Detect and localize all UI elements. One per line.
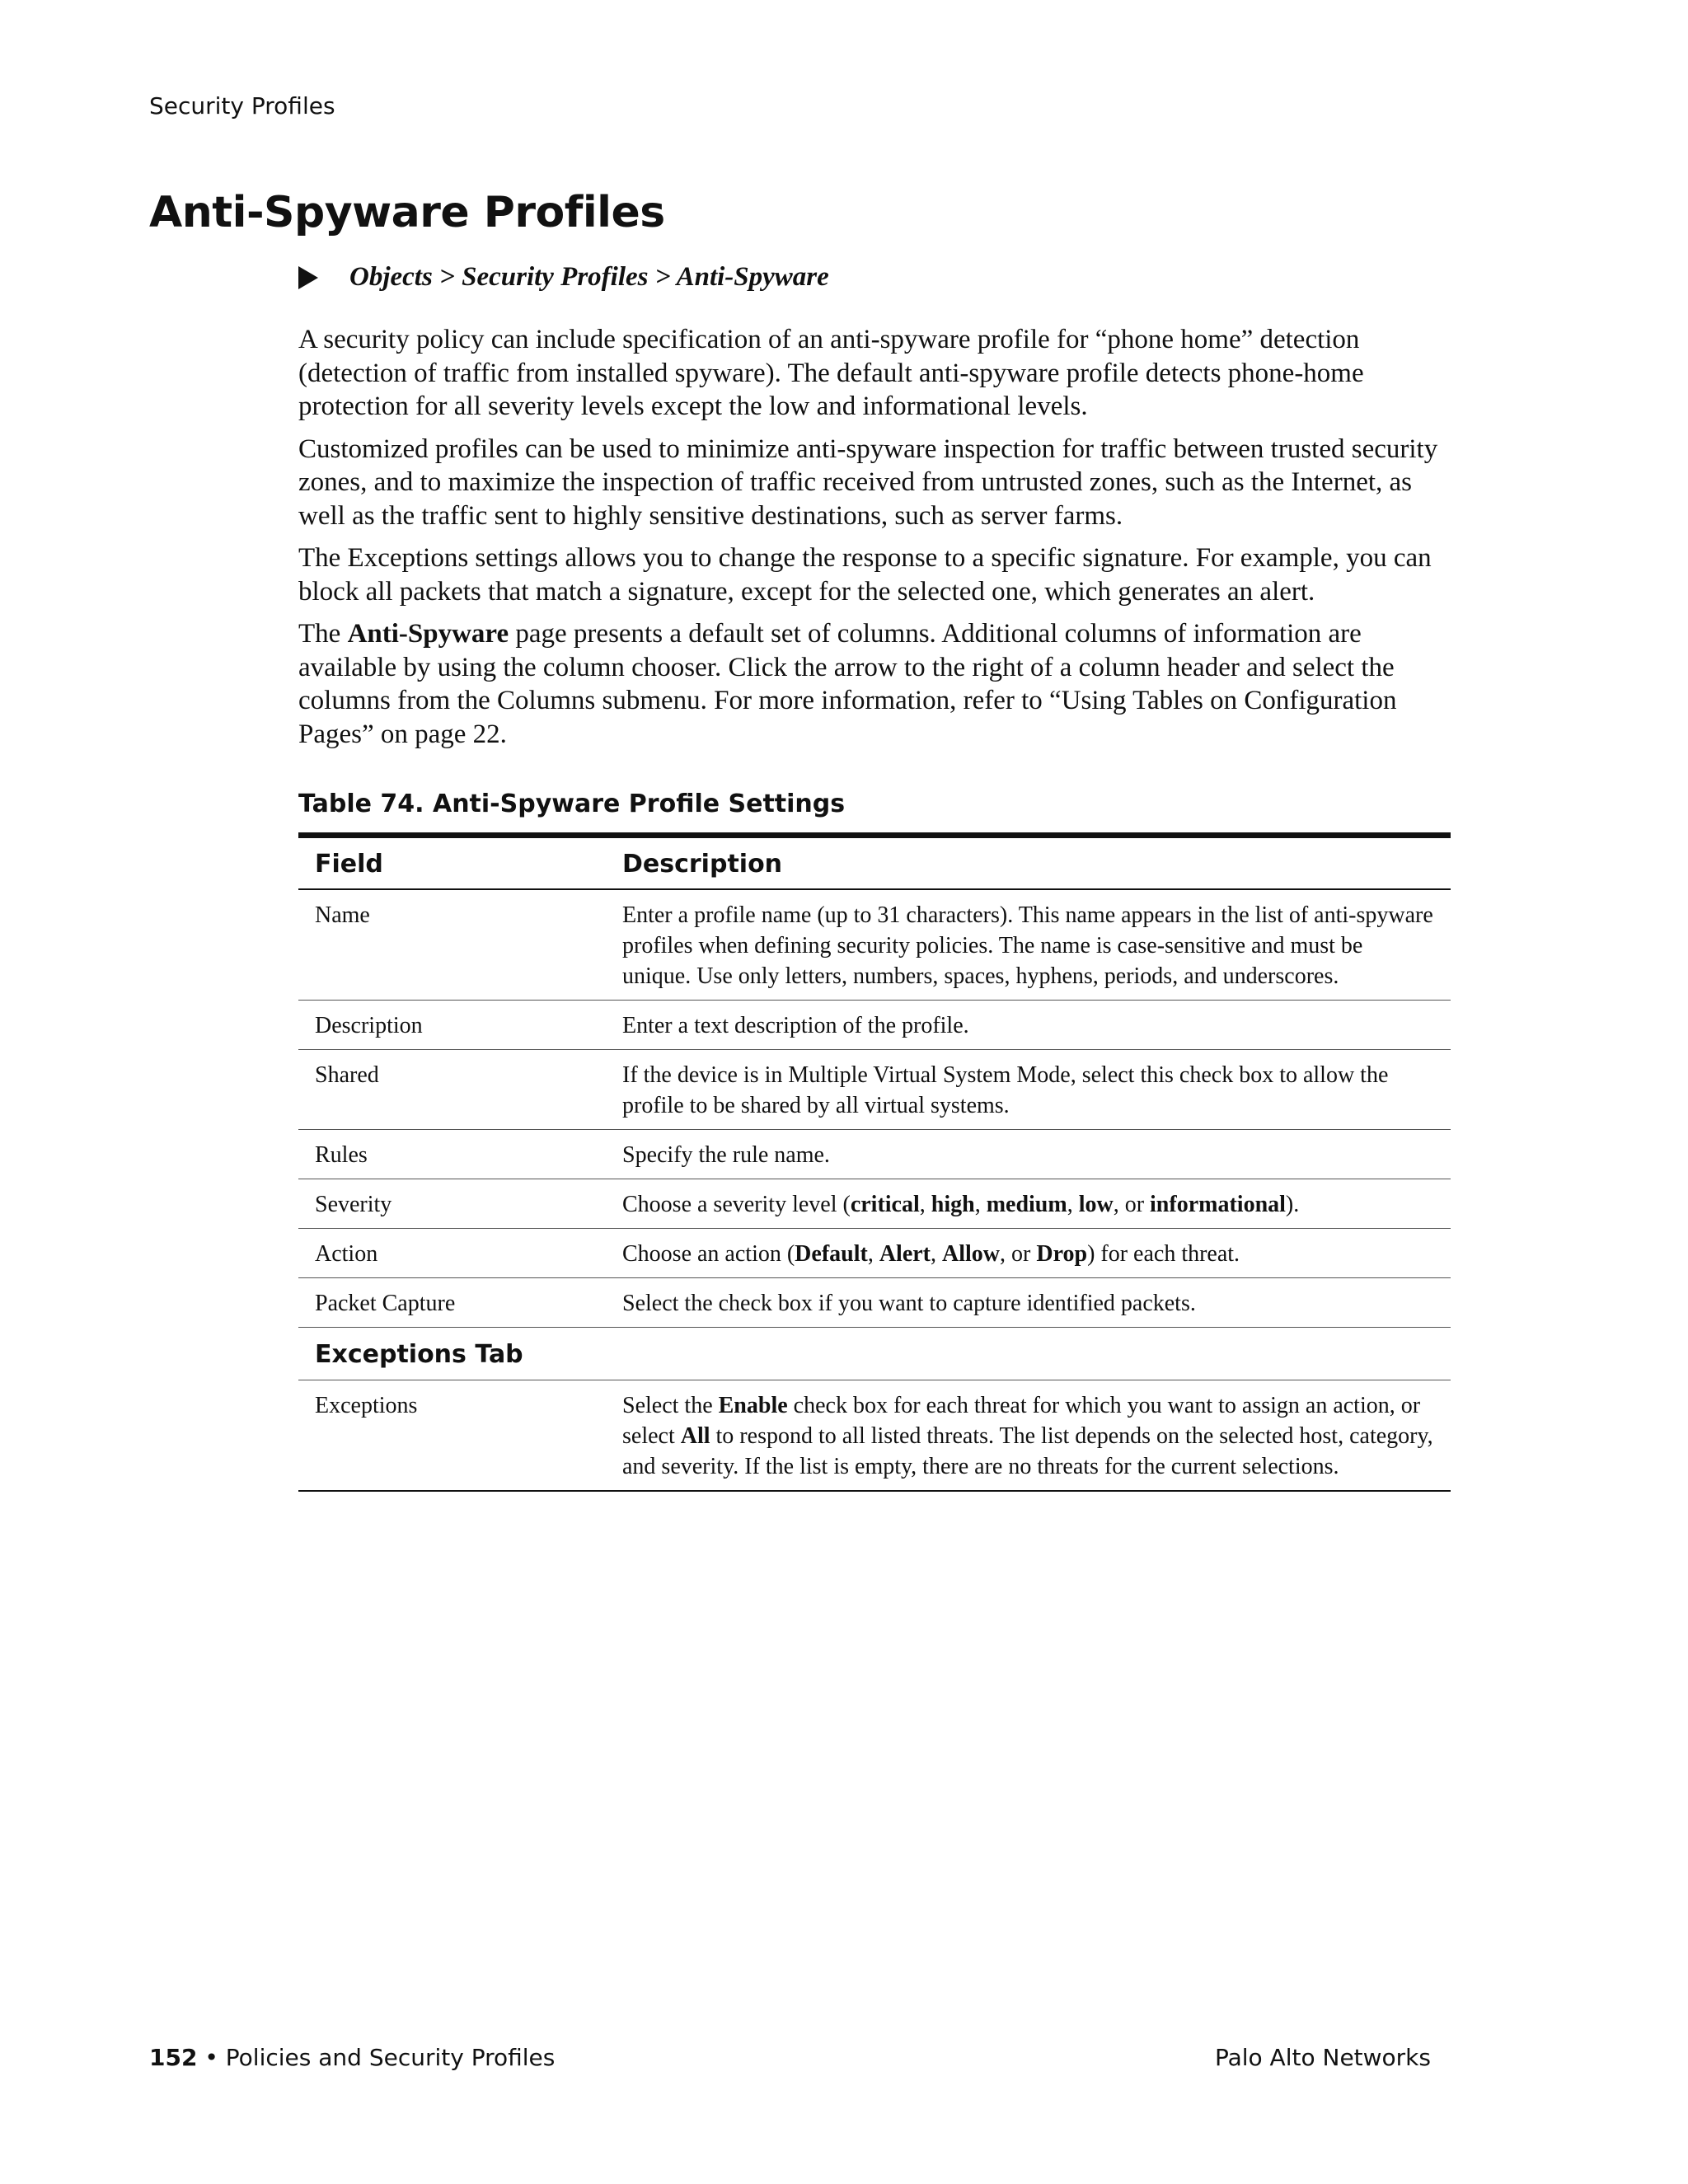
description-cell [606, 1380, 1451, 1492]
text: ). [1285, 1192, 1300, 1217]
bold-term: high [931, 1192, 975, 1217]
text: check box for each threat for which you want to assign an action, or select [622, 1393, 1421, 1449]
column-header-field: Field [298, 836, 606, 890]
section-heading-exceptions-tab: Exceptions Tab [298, 1328, 1451, 1380]
text: , or [1113, 1192, 1151, 1217]
description-cell [606, 1179, 1451, 1229]
text: , [1067, 1192, 1079, 1217]
bold-term: low [1078, 1192, 1114, 1217]
paragraph-custom-profiles: Customized profiles can be used to minimize anti-spyware inspection for traffic between trusted security zones, and to maximize the inspection of traffic received from untrusted zones, such as the Internet, as well as the traffic sent to highly sensitive destinations, such as server farms. [298, 434, 1438, 531]
field-cell: Rules [298, 1130, 606, 1179]
text: ) for each threat. [1087, 1241, 1240, 1267]
footer-company: Palo Alto Networks [1214, 2044, 1431, 2071]
field-cell: Severity [298, 1179, 606, 1229]
table-row [298, 1130, 1451, 1179]
table-row [298, 1380, 1451, 1492]
description-cell: Enter a profile name (up to 31 characters). This name appears in the list of anti-spyware profiles when defining security policies. The name is case-sensitive and must be unique. Use only letters, numbers, spaces, hyphens, periods, and underscores. [606, 889, 1451, 1001]
table-row [298, 1278, 1451, 1328]
page-title: Anti-Spyware Profiles [149, 188, 665, 237]
text: Choose a severity level ( [622, 1192, 851, 1217]
paragraph-columns [298, 617, 1452, 751]
chapter-title: Policies and Security Profiles [225, 2044, 556, 2071]
description-cell [606, 1229, 1451, 1278]
bold-term: informational [1150, 1192, 1286, 1217]
table-caption: Table 74. Anti-Spyware Profile Settings [298, 790, 846, 818]
running-header: Security Profiles [149, 92, 335, 120]
table-row [298, 889, 1451, 1001]
field-cell: Description [298, 1001, 606, 1050]
text: Select the [622, 1393, 719, 1418]
paragraph-exceptions: The Exceptions settings allows you to change the response to a specific signature. For example, you can block all packets that match a signature, except for the selected one, which generates an alert. [298, 543, 1432, 607]
navigation-path [298, 262, 829, 293]
table-row [298, 1050, 1451, 1130]
text: , [931, 1241, 943, 1267]
column-header-description: Description [606, 836, 1451, 890]
description-cell: Enter a text description of the profile. [606, 1001, 1451, 1050]
description-cell: Select the check box if you want to capture identified packets. [606, 1278, 1451, 1328]
bold-term: Alert [879, 1241, 931, 1267]
field-cell: Packet Capture [298, 1278, 606, 1328]
text: to respond to all listed threats. The list depends on the selected host, category, and severity. If the list is empty, there are no threats for the current selections. [622, 1423, 1433, 1479]
settings-table [298, 832, 1451, 1492]
table-row [298, 1001, 1451, 1050]
text: , [919, 1192, 931, 1217]
field-cell: Name [298, 889, 606, 1001]
table-section-row [298, 1328, 1451, 1380]
table-header-row [298, 836, 1451, 890]
bold-term: Enable [718, 1393, 788, 1418]
table-row [298, 1229, 1451, 1278]
paragraph-columns-post: page presents a default set of columns. Additional columns of information are available by using the column chooser. Click the arrow to the right of a column header and select the columns from the Columns submenu. For more information, refer to “Using Tables on Configuration Pages” on page 22. [298, 619, 1397, 749]
body-text [298, 323, 1452, 760]
paragraph-intro: A security policy can include specification of an anti-spyware profile for “phone home” detection (detection of traffic from installed spyware). The default anti-spyware profile detects phone-home protection for all severity levels except the low and informational levels. [298, 325, 1364, 421]
text: Choose an action ( [622, 1241, 795, 1267]
table-row [298, 1179, 1451, 1229]
footer-page-info [149, 2044, 555, 2071]
play-arrow-icon [298, 266, 318, 289]
text: , or [1000, 1241, 1037, 1267]
page-number: 152 [149, 2044, 198, 2071]
field-cell: Action [298, 1229, 606, 1278]
field-cell: Shared [298, 1050, 606, 1130]
bold-term: Drop [1036, 1241, 1088, 1267]
field-cell: Exceptions [315, 1393, 418, 1418]
description-cell: Specify the rule name. [606, 1130, 1451, 1179]
anti-spyware-bold: Anti-Spyware [347, 619, 509, 649]
text: , [867, 1241, 879, 1267]
bold-term: Default [795, 1241, 868, 1267]
paragraph-columns-pre: The [298, 619, 348, 649]
text: , [974, 1192, 987, 1217]
bold-term: critical [850, 1192, 920, 1217]
footer-bullet: • [197, 2044, 226, 2071]
bold-term: All [680, 1423, 710, 1449]
navigation-path-text: Objects > Security Profiles > Anti-Spyware [349, 262, 829, 292]
description-cell: If the device is in Multiple Virtual System Mode, select this check box to allow the profile to be shared by all virtual systems. [606, 1050, 1451, 1130]
bold-term: Allow [942, 1241, 1001, 1267]
bold-term: medium [986, 1192, 1067, 1217]
